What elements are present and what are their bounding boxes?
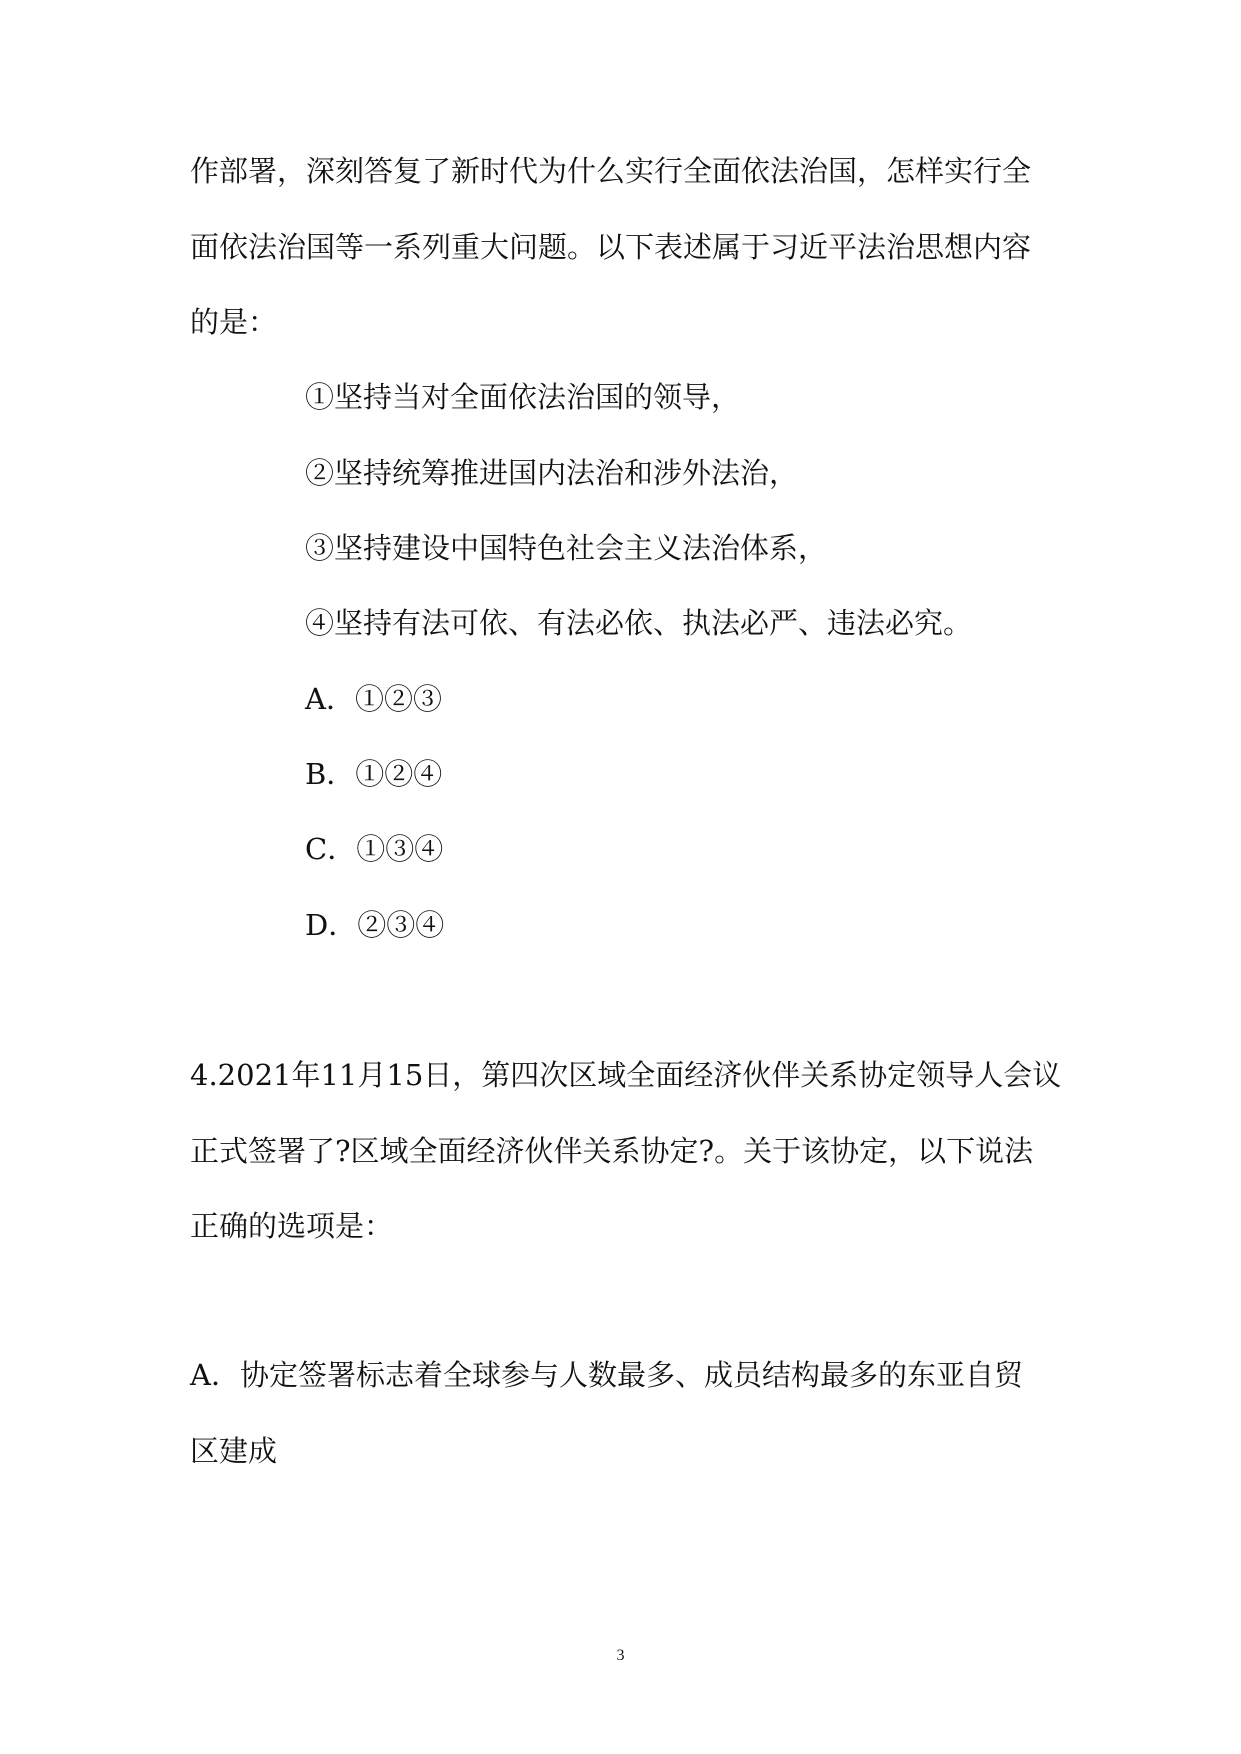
q4-stem-line-2: 正式签署了?区域全面经济伙伴关系协定?。关于该协定，以下说法 bbox=[190, 1134, 1034, 1168]
q3-option-d: D．②③④ bbox=[305, 908, 445, 942]
q3-option-a: A．①②③ bbox=[305, 682, 442, 716]
q3-stem-line-3: 的是： bbox=[190, 305, 278, 339]
q3-stem-line-1: 作部署，深刻答复了新时代为什么实行全面依法治国，怎样实行全 bbox=[190, 154, 1032, 188]
q4-stem-line-1: 4.2021年11月15日，第四次区域全面经济伙伴关系协定领导人会议 bbox=[190, 1058, 1062, 1092]
q4-option-a-line-2: 区建成 bbox=[190, 1434, 278, 1468]
q3-statement-1: ①坚持当对全面依法治国的领导， bbox=[305, 380, 741, 414]
q3-statement-4: ④坚持有法可依、有法必依、执法必严、违法必究。 bbox=[305, 606, 973, 640]
q3-statement-3: ③坚持建设中国特色社会主义法治体系， bbox=[305, 531, 828, 565]
q3-option-b: B．①②④ bbox=[305, 757, 443, 791]
q4-option-a-line-1: A．协定签署标志着全球参与人数最多、成员结构最多的东亚自贸 bbox=[190, 1358, 1023, 1392]
q3-stem-line-2: 面依法治国等一系列重大问题。以下表述属于习近平法治思想内容 bbox=[190, 230, 1032, 264]
q3-statement-2: ②坚持统筹推进国内法治和涉外法治， bbox=[305, 456, 799, 490]
q3-option-c: C．①③④ bbox=[305, 832, 444, 866]
page-number: 3 bbox=[616, 1647, 625, 1664]
q4-stem-line-3: 正确的选项是： bbox=[190, 1209, 394, 1243]
